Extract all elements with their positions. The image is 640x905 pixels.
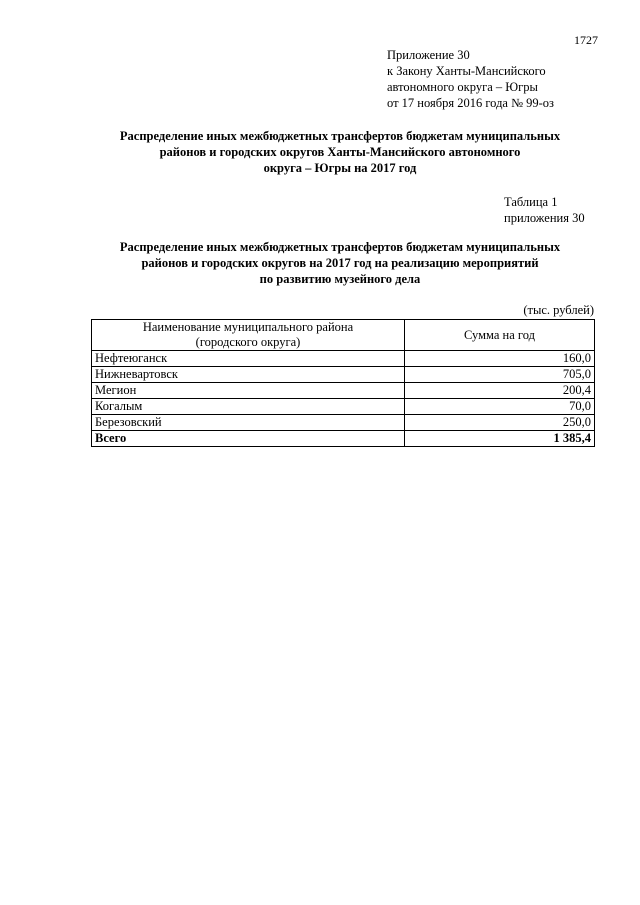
table-row bbox=[92, 399, 595, 415]
total-label: Всего bbox=[92, 431, 405, 447]
table-header-row bbox=[92, 320, 595, 351]
row-name: Нефтеюганск bbox=[92, 351, 405, 367]
total-row bbox=[92, 431, 595, 447]
header-name bbox=[92, 320, 405, 351]
appendix-reference bbox=[387, 47, 554, 111]
title-line: округа – Югры на 2017 год bbox=[263, 161, 417, 175]
document-title bbox=[60, 128, 620, 176]
transfers-table bbox=[91, 319, 595, 447]
title-line: по развитию музейного дела bbox=[259, 272, 421, 286]
row-name: Мегион bbox=[92, 383, 405, 399]
appendix-line: к Закону Ханты-Мансийского bbox=[387, 64, 546, 78]
total-amount: 1 385,4 bbox=[405, 431, 595, 447]
row-name: Березовский bbox=[92, 415, 405, 431]
row-amount: 250,0 bbox=[405, 415, 595, 431]
header-amount: Сумма на год bbox=[405, 320, 595, 351]
appendix-line: автономного округа – Югры bbox=[387, 80, 538, 94]
unit-label: (тыс. рублей) bbox=[523, 303, 594, 317]
table-caption-line: приложения 30 bbox=[504, 211, 585, 225]
header-name-line: Наименование муниципального района bbox=[142, 320, 354, 334]
table-caption bbox=[504, 194, 585, 226]
table-row bbox=[92, 415, 595, 431]
title-line: районов и городских округов на 2017 год на реализацию мероприятий bbox=[141, 256, 539, 270]
appendix-line: Приложение 30 bbox=[387, 48, 470, 62]
row-amount: 70,0 bbox=[405, 399, 595, 415]
row-name: Нижневартовск bbox=[92, 367, 405, 383]
row-name: Когалым bbox=[92, 399, 405, 415]
title-line: Распределение иных межбюджетных трансфертов бюджетам муниципальных bbox=[119, 129, 561, 143]
table-row bbox=[92, 367, 595, 383]
header-name-line: (городского округа) bbox=[195, 335, 301, 349]
table-row bbox=[92, 383, 595, 399]
row-amount: 160,0 bbox=[405, 351, 595, 367]
title-line: Распределение иных межбюджетных трансфертов бюджетам муниципальных bbox=[119, 240, 561, 254]
table-caption-line: Таблица 1 bbox=[504, 195, 558, 209]
table-title bbox=[60, 239, 620, 287]
title-line: районов и городских округов Ханты-Мансийского автономного bbox=[159, 145, 521, 159]
page-number: 1727 bbox=[574, 33, 598, 47]
table-row bbox=[92, 351, 595, 367]
row-amount: 705,0 bbox=[405, 367, 595, 383]
row-amount: 200,4 bbox=[405, 383, 595, 399]
appendix-line: от 17 ноября 2016 года № 99-оз bbox=[387, 96, 554, 110]
